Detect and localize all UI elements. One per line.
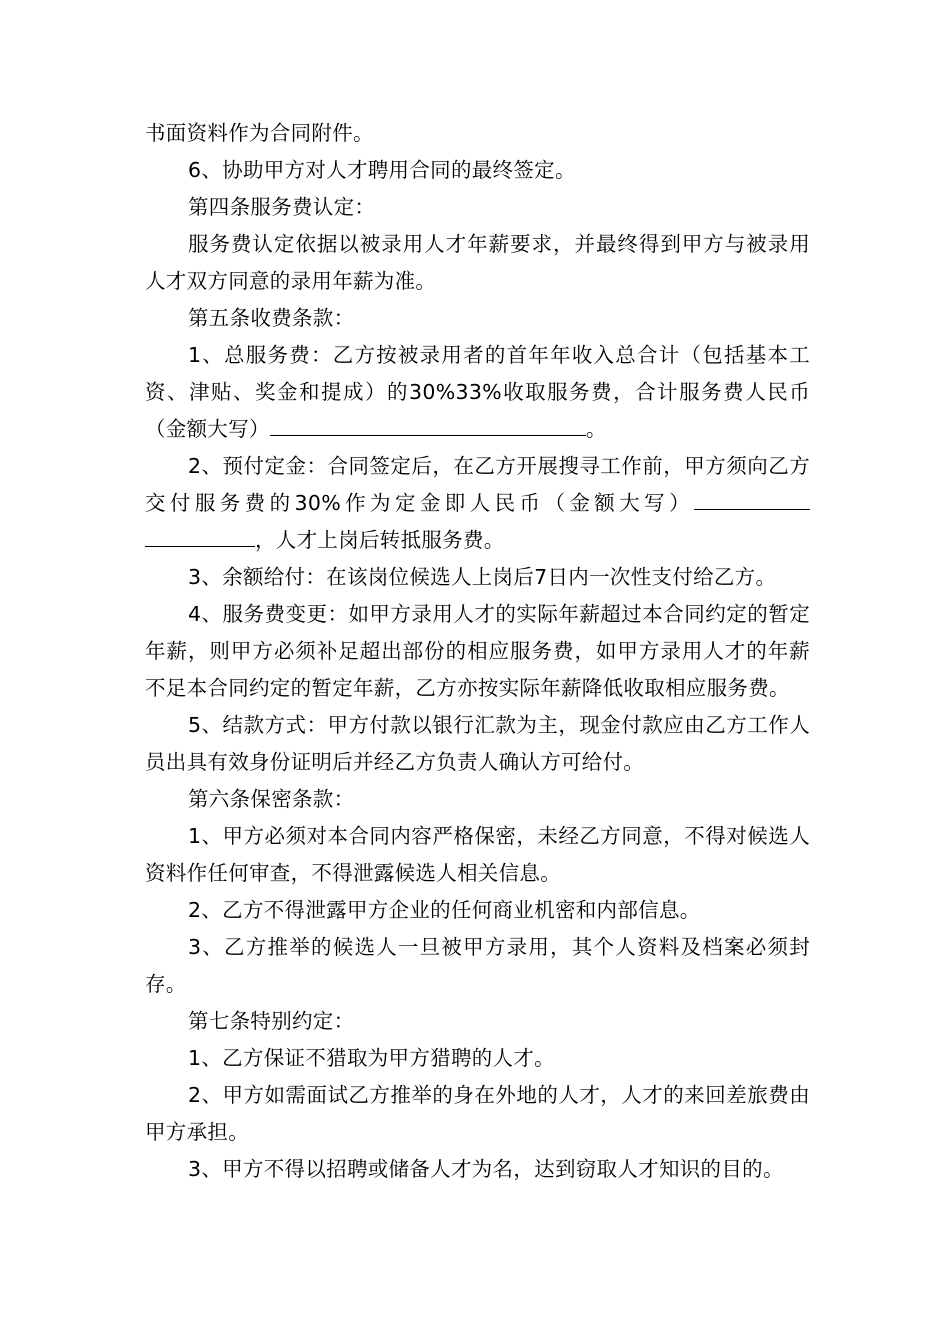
paragraph-balance: 3、余额给付：在该岗位候选人上岗后7日内一次性支付给乙方。 bbox=[188, 565, 777, 589]
paragraph-fee-basis: 服务费认定依据以被录用人才年薪要求，并最终得到甲方与被录用人才双方同意的录用年薪为准。 bbox=[145, 232, 810, 293]
paragraph-total-fee bbox=[145, 337, 810, 448]
paragraph-confidential-3: 3、乙方推举的候选人一旦被甲方录用，其个人资料及档案必须封存。 bbox=[145, 935, 810, 996]
deposit-end: ，人才上岗后转抵服务费。 bbox=[255, 528, 505, 552]
deposit-amount-blank-2[interactable] bbox=[145, 524, 255, 547]
heading-article-7: 第七条特别约定： bbox=[188, 1009, 355, 1033]
paragraph-special-3: 3、甲方不得以招聘或储备人才为名，达到窃取人才知识的目的。 bbox=[188, 1157, 784, 1181]
paragraph-fee-change: 4、服务费变更：如甲方录用人才的实际年薪超过本合同约定的暂定年薪，则甲方必须补足超出部份的相应服务费，如甲方录用人才的年薪不足本合同约定的暂定年薪，乙方亦按实际年薪降低收取相应服务费。 bbox=[145, 602, 810, 700]
paragraph-item-6: 6、协助甲方对人才聘用合同的最终签定。 bbox=[188, 158, 576, 182]
deposit-text: 2、预付定金：合同签定后，在乙方开展搜寻工作前，甲方须向乙方交付服务费的30%作为定金即人民币（金额大写） bbox=[145, 454, 810, 515]
total-fee-text: 1、总服务费：乙方按被录用者的首年年收入总合计（包括基本工资、津贴、奖金和提成）的30%33%收取服务费，合计服务费人民币（金额大写） bbox=[145, 343, 810, 441]
paragraph-payment-method: 5、结款方式：甲方付款以银行汇款为主，现金付款应由乙方工作人员出具有效身份证明后并经乙方负责人确认方可给付。 bbox=[145, 713, 810, 774]
total-fee-amount-blank[interactable] bbox=[270, 413, 586, 436]
paragraph-deposit bbox=[145, 448, 810, 559]
heading-article-5: 第五条收费条款： bbox=[188, 306, 355, 330]
paragraph-special-2: 2、甲方如需面试乙方推举的身在外地的人才，人才的来回差旅费由甲方承担。 bbox=[145, 1083, 810, 1144]
heading-article-6: 第六条保密条款： bbox=[188, 787, 355, 811]
paragraph-confidential-2: 2、乙方不得泄露甲方企业的任何商业机密和内部信息。 bbox=[188, 898, 701, 922]
paragraph-special-1: 1、乙方保证不猎取为甲方猎聘的人才。 bbox=[188, 1046, 555, 1070]
paragraph-confidential-1: 1、甲方必须对本合同内容严格保密，未经乙方同意，不得对候选人资料作任何审查，不得泄露候选人相关信息。 bbox=[145, 824, 810, 885]
paragraph-attachment: 书面资料作为合同附件。 bbox=[145, 121, 374, 145]
document-page bbox=[145, 115, 810, 1188]
total-fee-end: 。 bbox=[585, 417, 607, 441]
deposit-amount-blank-1[interactable] bbox=[694, 487, 810, 510]
heading-article-4: 第四条服务费认定： bbox=[188, 195, 376, 219]
